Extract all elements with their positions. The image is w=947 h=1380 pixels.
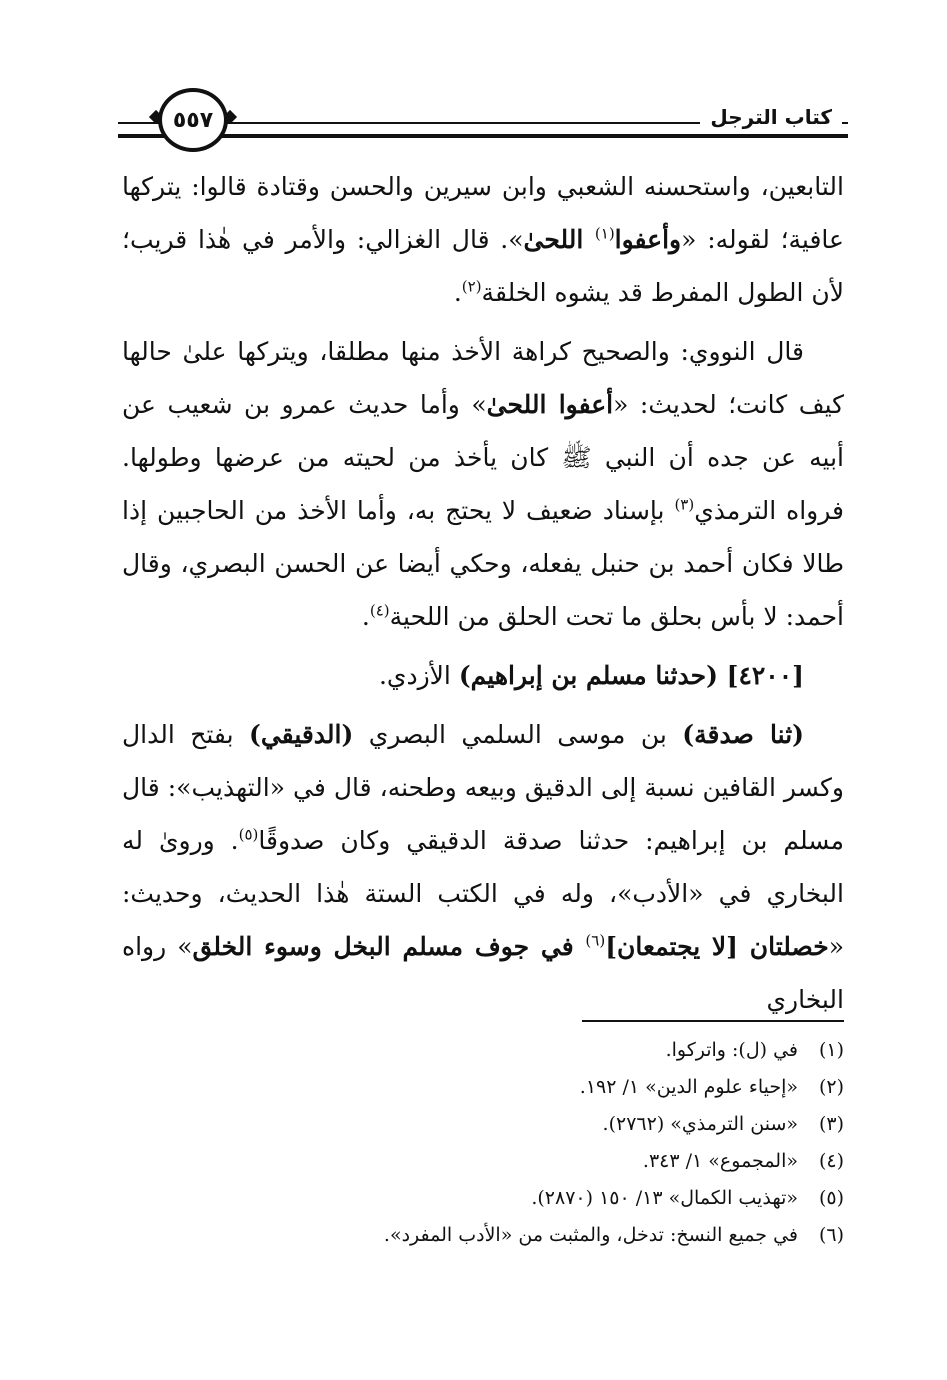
- footnote-marker: (٢): [818, 1076, 844, 1098]
- text-run: بفتح الدال وكسر القافين نسبة إلى الدقيق وبيعه وطحنه، قال في «التهذيب»: قال مسلم بن إبراهيم: حدثنا صدقة الدقيقي وكان صدوقًا: [122, 720, 844, 855]
- text-run: ». قال الغزالي: والأمر في هٰذا قريب؛ لأن الطول المفرط قد يشوه الخلقة: [122, 225, 844, 307]
- text-run: » وأما حديث عمرو بن شعيب عن أبيه عن جده أن النبي ﷺ كان يأخذ من لحيته من عرضها وطولها. فرواه الترمذي: [122, 390, 844, 525]
- footnote-marker: (١): [818, 1039, 844, 1061]
- paragraph-3: [122, 649, 844, 702]
- running-header: [118, 84, 848, 164]
- chapter-title: كتاب الترجل: [700, 104, 842, 130]
- footnote-text: في جميع النسخ: تدخل، والمثبت من «الأدب المفرد».: [383, 1224, 798, 1246]
- paragraph-2: [122, 325, 844, 643]
- text-run: بإسناد ضعيف لا يحتج به، وأما الأخذ من الحاجبين إذا طالا فكان أحمد بن حنبل يفعله، وحكي أيضا عن الحسن البصري، وقال أحمد: لا بأس بحلق ما تحت الحلق من اللحية: [122, 496, 844, 631]
- paragraph-1: [122, 160, 844, 319]
- footnote-marker: (٣): [818, 1113, 844, 1135]
- footnote-marker: (٦): [818, 1224, 844, 1246]
- footnote-marker: (٤): [818, 1150, 844, 1172]
- footnote-ref-6: (٦): [585, 931, 606, 950]
- main-text: [122, 160, 844, 1032]
- footnote-ref-3: (٣): [674, 495, 695, 514]
- paragraph-4: [122, 708, 844, 1026]
- footnote-ref-2: (٢): [461, 277, 482, 296]
- footnote-item: [124, 1217, 844, 1254]
- bold-phrase: في جوف مسلم البخل وسوء الخلق: [192, 932, 586, 961]
- footnote-text: «المجموع» ١/ ٣٤٣.: [642, 1150, 798, 1172]
- footnote-item: [124, 1143, 844, 1180]
- footnote-separator: [582, 1020, 844, 1022]
- footnote-text: «تهذيب الكمال» ١٣/ ١٥٠ (٢٨٧٠).: [531, 1187, 798, 1209]
- bold-phrase: (ثنا صدقة): [682, 720, 804, 749]
- text-run: بن موسى السلمي البصري: [353, 720, 683, 749]
- text-run: . وروىٰ له البخاري في «الأدب»، وله في الكتب الستة هٰذا الحديث، وحديث: «: [122, 826, 844, 961]
- footnote-ref-4: (٤): [369, 601, 390, 620]
- footnote-item: [124, 1032, 844, 1069]
- bold-phrase: اللحىٰ: [523, 225, 595, 254]
- text-run: .: [361, 602, 370, 631]
- text-run: .: [453, 278, 462, 307]
- footnote-marker: (٥): [818, 1187, 844, 1209]
- text-run: التابعين، واستحسنه الشعبي وابن سيرين والحسن وقتادة قالوا: يتركها عافية؛ لقوله: «: [122, 172, 844, 254]
- hadith-heading: [٤٢٠٠] (حدثنا مسلم بن إبراهيم): [458, 661, 804, 690]
- footnote-item: [124, 1069, 844, 1106]
- footnote-ref-5: (٥): [238, 825, 259, 844]
- bold-phrase: خصلتان [لا يجتمعان]: [605, 932, 829, 961]
- bold-phrase: (الدقيقي): [249, 720, 354, 749]
- footnote-text: في (ل): واتركوا.: [665, 1039, 798, 1061]
- text-run: » رواه البخاري: [122, 932, 844, 1014]
- page-number: ٥٥٧: [158, 88, 228, 152]
- footnote-text: «إحياء علوم الدين» ١/ ١٩٢.: [579, 1076, 798, 1098]
- text-run: قال النووي: والصحيح كراهة الأخذ منها مطلقا، ويتركها علىٰ حالها كيف كانت؛ لحديث: «: [122, 337, 845, 419]
- footnote-item: [124, 1180, 844, 1217]
- text-run: الأزدي.: [378, 661, 459, 690]
- footnotes: [124, 1032, 844, 1254]
- bold-phrase: وأعفوا: [614, 225, 682, 254]
- footnote-ref-1: (١): [594, 224, 615, 243]
- bold-phrase: أعفوا اللحىٰ: [486, 390, 614, 419]
- footnote-text: «سنن الترمذي» (٢٧٦٢).: [602, 1113, 798, 1135]
- footnote-item: [124, 1106, 844, 1143]
